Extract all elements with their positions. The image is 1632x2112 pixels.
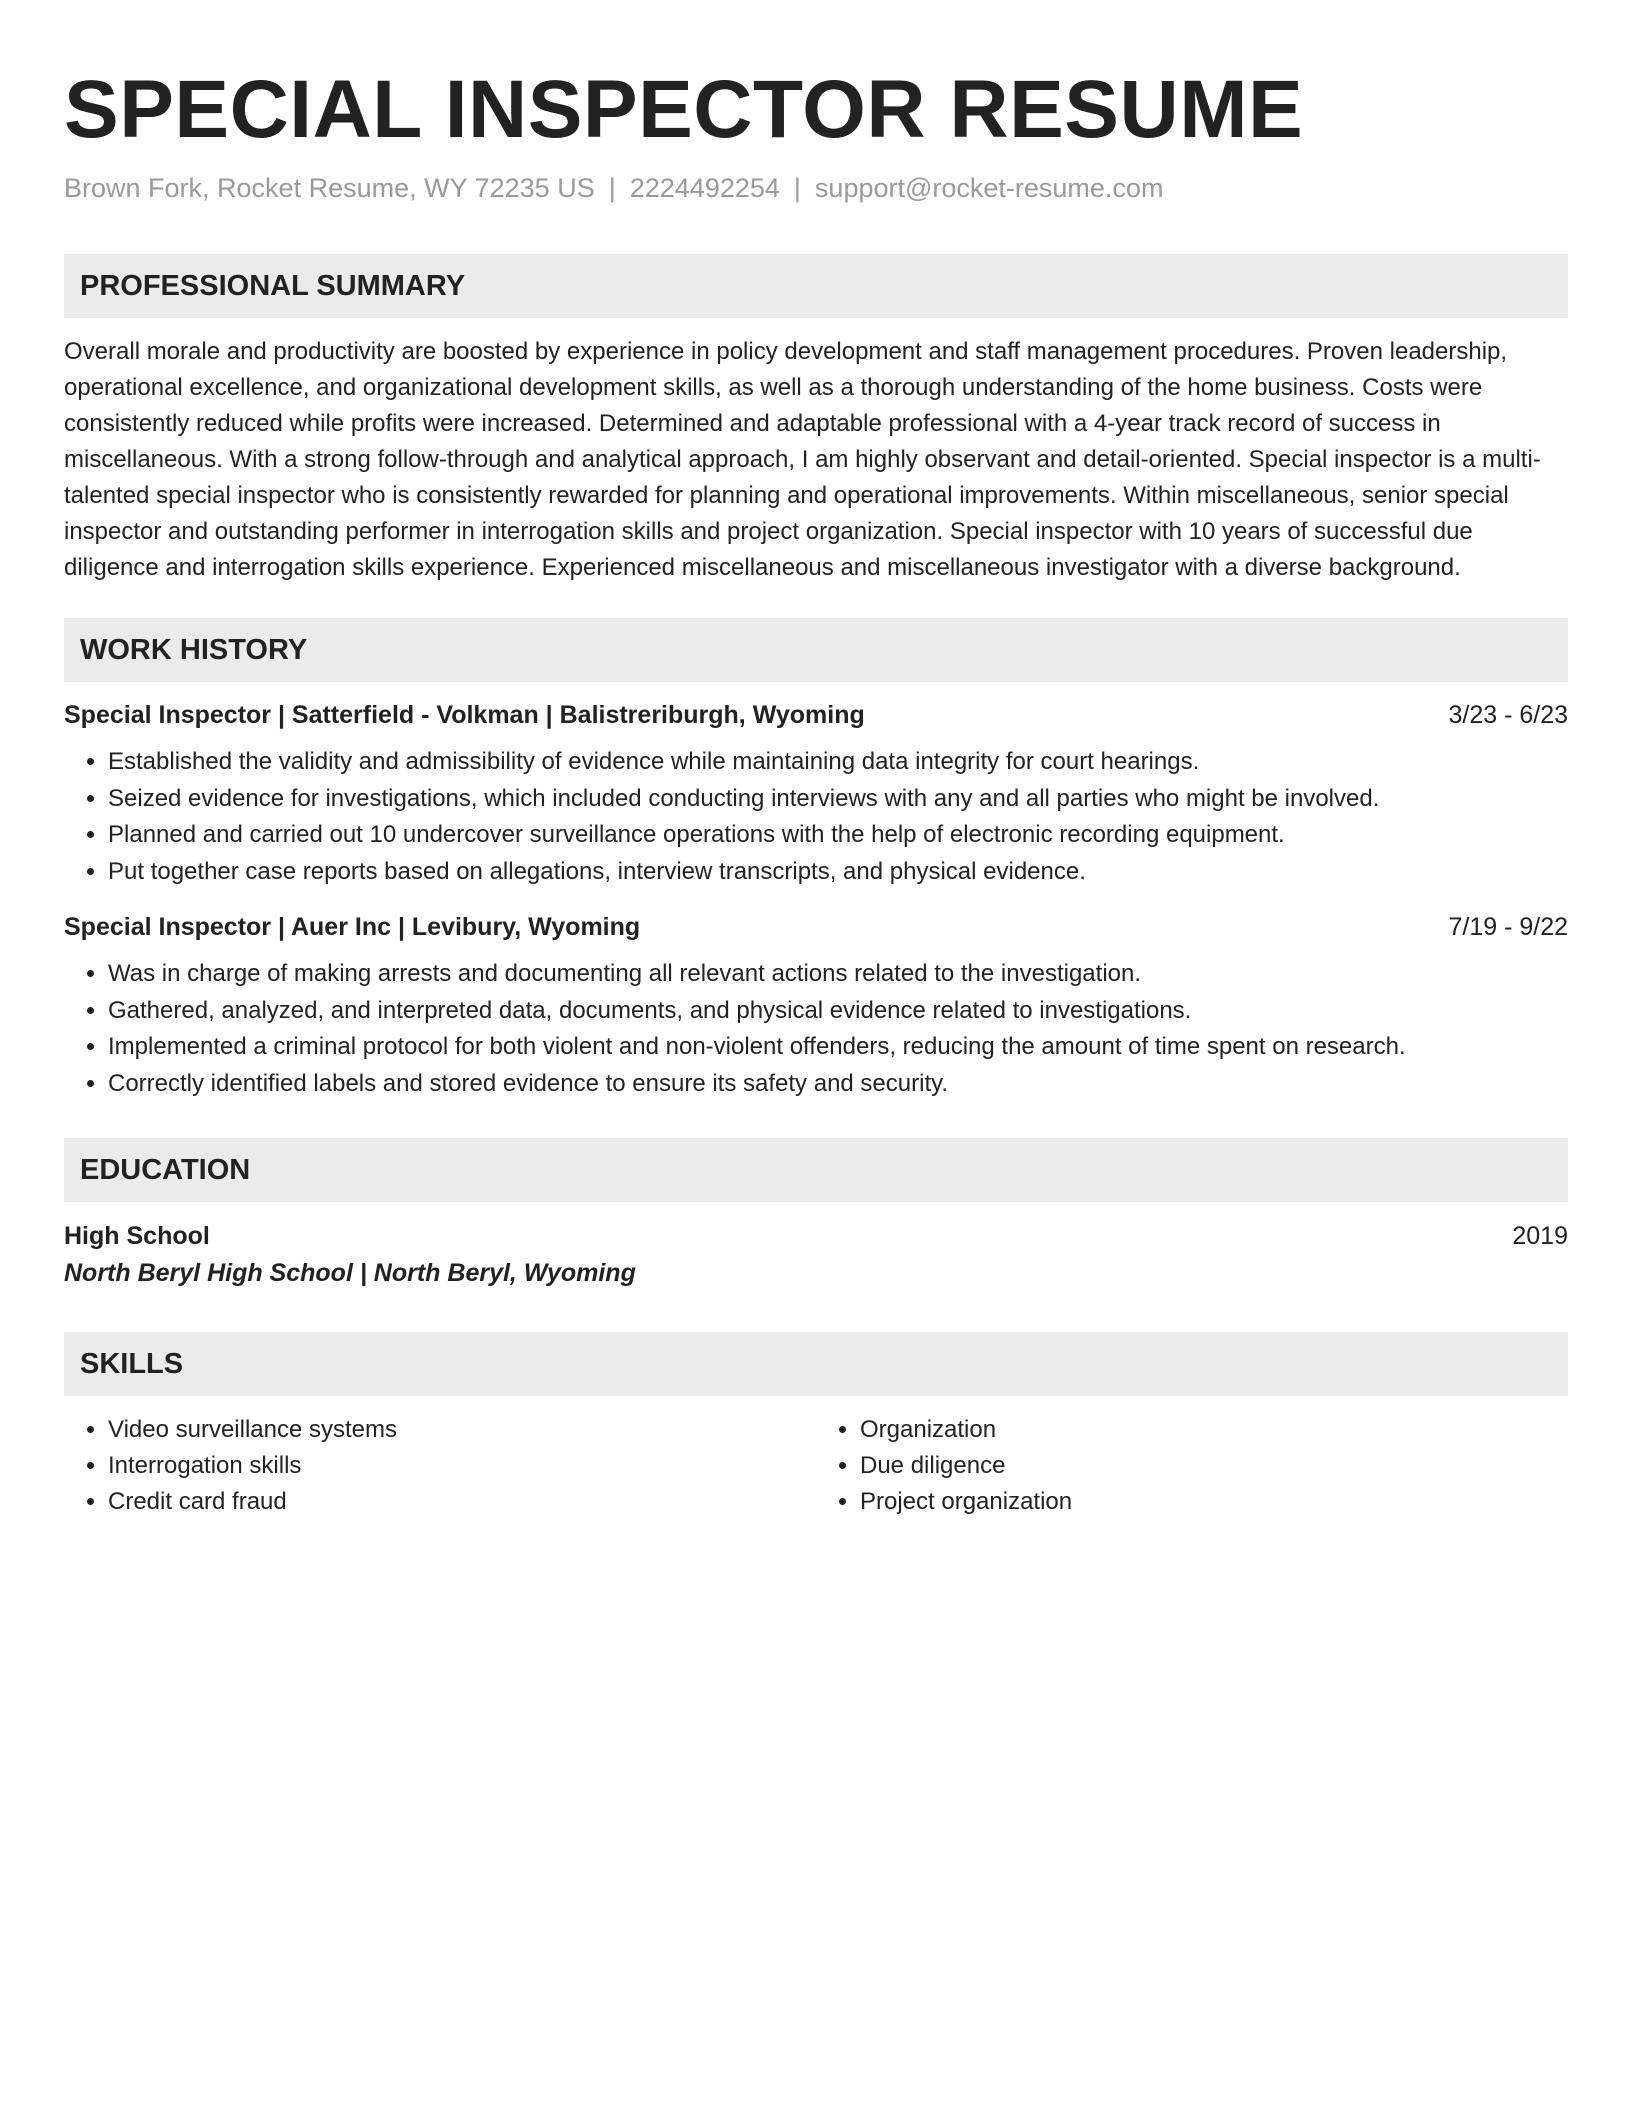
- section-heading-work-history: WORK HISTORY: [64, 618, 1568, 682]
- contact-email: support@rocket-resume.com: [814, 173, 1164, 203]
- job-bullet: • Established the validity and admissibility of evidence while maintaining data integrity for court hearings.: [108, 744, 1568, 781]
- education-degree: High School: [64, 1222, 210, 1250]
- education-year: 2019: [1512, 1222, 1568, 1250]
- job-title: Special Inspector | Satterfield - Volkman | Balistreriburgh, Wyoming: [64, 701, 865, 729]
- skills-column-right: [816, 1412, 1568, 1520]
- job-dates: 3/23 - 6/23: [1448, 701, 1568, 729]
- job-entry: [64, 698, 1568, 890]
- job-bullet: • Planned and carried out 10 undercover surveillance operations with the help of electronic recording equipment.: [108, 817, 1568, 854]
- job-bullets: [64, 744, 1568, 890]
- skill-item: • Due diligence: [860, 1448, 1568, 1484]
- job-bullet: • Gathered, analyzed, and interpreted data, documents, and physical evidence related to investigations.: [108, 993, 1568, 1030]
- section-heading-summary: PROFESSIONAL SUMMARY: [64, 254, 1568, 318]
- resume-title: SPECIAL INSPECTOR RESUME: [64, 64, 1304, 155]
- job-bullet: • Implemented a criminal protocol for both violent and non-violent offenders, reducing the amount of time spent on research.: [108, 1029, 1568, 1066]
- job-bullets: [64, 956, 1568, 1102]
- skill-item: • Video surveillance systems: [108, 1412, 816, 1448]
- job-title: Special Inspector | Auer Inc | Levibury, Wyoming: [64, 913, 641, 941]
- job-bullet: • Put together case reports based on allegations, interview transcripts, and physical evidence.: [108, 854, 1568, 891]
- job-bullet: • Seized evidence for investigations, which included conducting interviews with any and all parties who might be involved.: [108, 781, 1568, 818]
- education-school: North Beryl High School | North Beryl, Wyoming: [64, 1259, 636, 1287]
- contact-address: Brown Fork, Rocket Resume, WY 72235 US: [64, 173, 595, 203]
- job-entry: [64, 910, 1568, 1102]
- contact-separator: |: [793, 173, 801, 203]
- skill-item: • Credit card fraud: [108, 1484, 816, 1520]
- job-header: [64, 910, 1568, 944]
- job-bullet: • Correctly identified labels and stored evidence to ensure its safety and security.: [108, 1066, 1568, 1103]
- job-header: [64, 698, 1568, 732]
- job-bullet: • Was in charge of making arrests and documenting all relevant actions related to the investigation.: [108, 956, 1568, 993]
- job-dates: 7/19 - 9/22: [1448, 913, 1568, 941]
- skills-list: [64, 1412, 1568, 1520]
- skill-item: • Interrogation skills: [108, 1448, 816, 1484]
- skills-column-left: [64, 1412, 816, 1520]
- section-heading-education: EDUCATION: [64, 1138, 1568, 1202]
- contact-separator: |: [608, 173, 616, 203]
- contact-phone: 2224492254: [629, 173, 780, 203]
- education-header: [64, 1218, 1568, 1254]
- summary-text: Overall morale and productivity are boosted by experience in policy development and staff management procedures. Proven leadership, operational excellence, and organizational development skills, as well as a thorough understanding of the home business. Costs were consistently reduced while profits were increased. Determined and adaptable professional with a 4-year track record of success in miscellaneous. With a strong follow-through and analytical approach, I am highly observant and detail-oriented. Special inspector is a multi-talented special inspector who is consistently rewarded for planning and operational improvements. Within miscellaneous, senior special inspector and outstanding performer in interrogation skills and project organization. Special inspector with 10 years of successful due diligence and interrogation skills experience. Experienced miscellaneous and miscellaneous investigator with a diverse background.: [64, 338, 1541, 581]
- section-heading-skills: SKILLS: [64, 1332, 1568, 1396]
- skill-item: • Organization: [860, 1412, 1568, 1448]
- skill-item: • Project organization: [860, 1484, 1568, 1520]
- contact-line: [64, 170, 1568, 206]
